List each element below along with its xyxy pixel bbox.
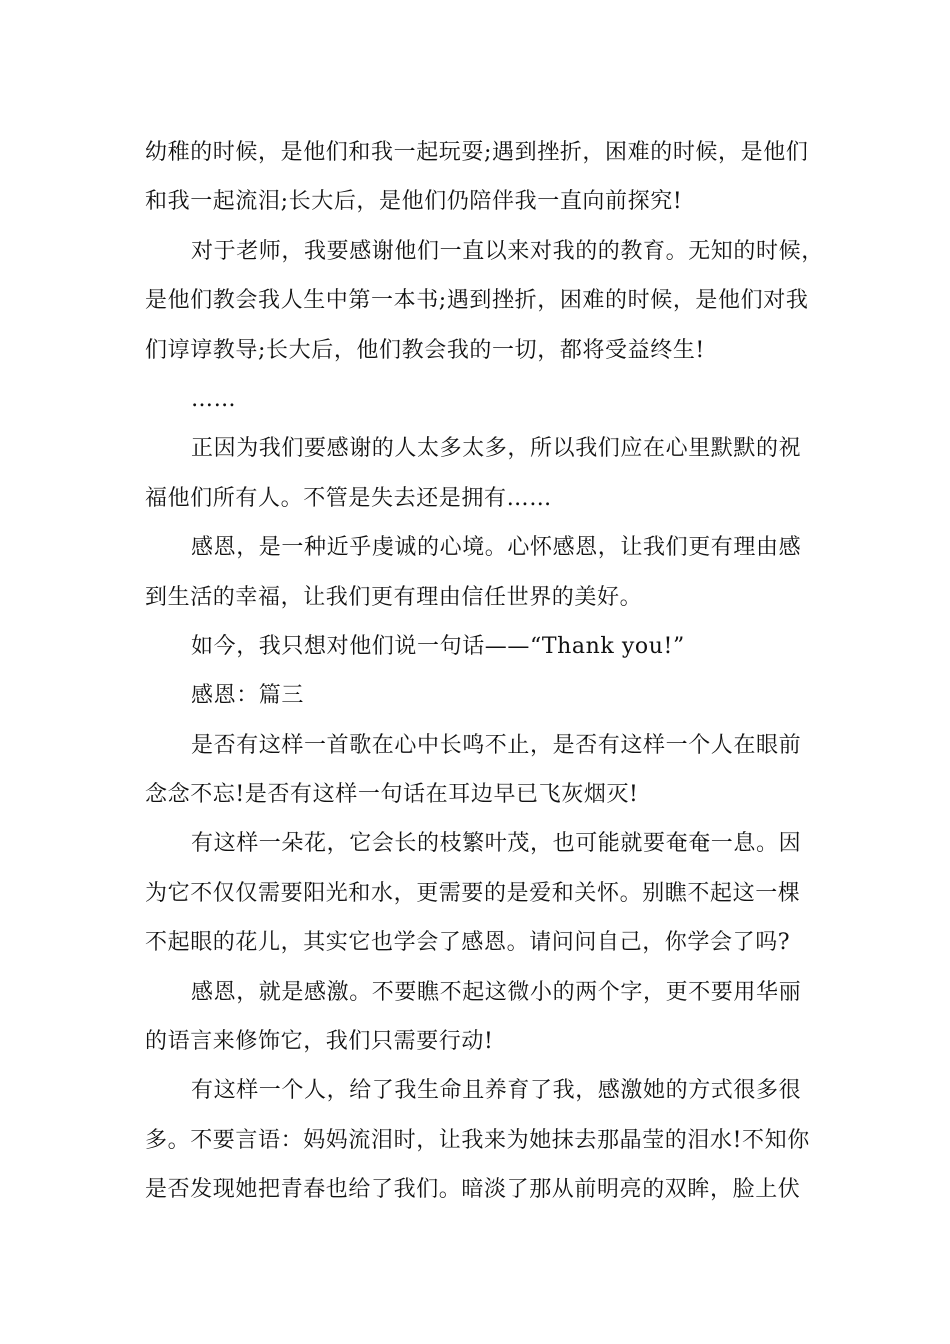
text-line: 感恩，是一种近乎虔诚的心境。心怀感恩，让我们更有理由感 bbox=[191, 535, 802, 561]
text-line: 和我一起流泪;长大后，是他们仍陪伴我一直向前探究! bbox=[145, 189, 683, 215]
text-line: 福他们所有人。不管是失去还是拥有…… bbox=[145, 485, 552, 511]
text-line: 是否发现她把青春也给了我们。暗淡了那从前明亮的双眸，脸上伏 bbox=[145, 1177, 801, 1203]
text-line: 有这样一个人，给了我生命且养育了我，感激她的方式很多很 bbox=[191, 1078, 802, 1104]
text-line: 如今，我只想对他们说一句话——“Thank you!” bbox=[191, 633, 685, 659]
text-line: 不起眼的花儿，其实它也学会了感恩。请问问自己，你学会了吗? bbox=[145, 930, 791, 956]
text-line: 为它不仅仅需要阳光和水，更需要的是爱和关怀。别瞧不起这一棵 bbox=[145, 880, 801, 906]
text-line: 感恩，就是感激。不要瞧不起这微小的两个字，更不要用华丽 bbox=[191, 979, 802, 1005]
text-line: 幼稚的时候，是他们和我一起玩耍;遇到挫折，困难的时候，是他们 bbox=[145, 140, 809, 165]
text-line: 多。不要言语：妈妈流泪时，让我来为她抹去那晶莹的泪水!不知你 bbox=[145, 1127, 810, 1153]
text-line: 是他们教会我人生中第一本书;遇到挫折，困难的时候，是他们对我 bbox=[145, 288, 809, 314]
text-line: 对于老师，我要感谢他们一直以来对我的的教育。无知的时候， bbox=[191, 238, 824, 264]
text-line: 正因为我们要感谢的人太多太多，所以我们应在心里默默的祝 bbox=[191, 436, 802, 462]
section-heading: 感恩：篇三 bbox=[191, 683, 305, 709]
text-line: 有这样一朵花，它会长的枝繁叶茂，也可能就要奄奄一息。因 bbox=[191, 831, 802, 857]
ellipsis-line: …… bbox=[191, 386, 237, 412]
text-line: 是否有这样一首歌在心中长鸣不止，是否有这样一个人在眼前 bbox=[191, 732, 802, 758]
text-line: 们谆谆教导;长大后，他们教会我的一切，都将受益终生! bbox=[145, 337, 705, 363]
text-line: 到生活的幸福，让我们更有理由信任世界的美好。 bbox=[145, 584, 643, 610]
document-body bbox=[145, 128, 835, 1215]
text-line: 念念不忘!是否有这样一句话在耳边早已飞灰烟灭! bbox=[145, 782, 639, 808]
text-line: 的语言来修饰它，我们只需要行动! bbox=[145, 1029, 494, 1055]
